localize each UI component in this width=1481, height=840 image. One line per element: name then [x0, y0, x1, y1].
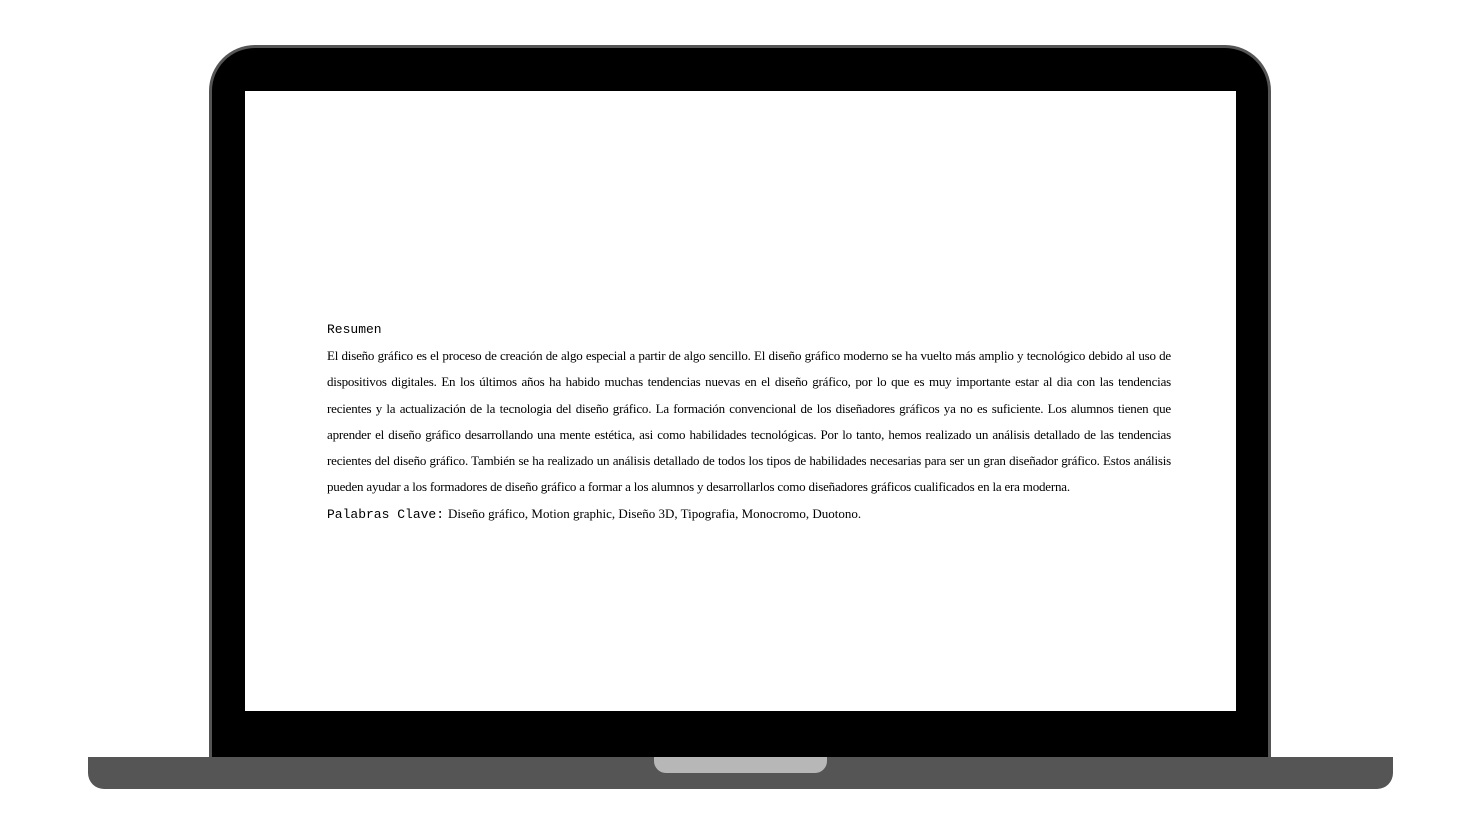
document-content — [327, 321, 1171, 528]
abstract-paragraph: El diseño gráfico es el proceso de creación de algo especial a partir de algo sencillo. El diseño gráfico moderno se ha vuelto más amplio y tecnológico debido al uso de dispositivos digitales. En los últimos años ha habido muchas tendencias nuevas en el diseño gráfico, por lo que es muy importante estar al dia con las tendencias recientes y la actualización de la tecnologia del diseño gráfico. La formación convencional de los diseñadores gráficos ya no es suficiente. Los alumnos tienen que aprender el diseño gráfico desarrollando una mente estética, asi como habilidades tecnológicas. Por lo tanto, hemos realizado un análisis detallado de las tendencias recientes del diseño gráfico. También se ha realizado un análisis detallado de todos los tipos de habilidades necesarias para ser un gran diseñador gráfico. Estos análisis pueden ayudar a los formadores de diseño gráfico a formar a los alumnos y desarrollarlos como diseñadores gráficos cualificados en la era moderna. — [327, 348, 1171, 495]
keywords-line — [327, 501, 1171, 528]
laptop-notch — [654, 757, 827, 773]
abstract-heading: Resumen — [327, 322, 382, 337]
laptop-screen — [245, 91, 1236, 711]
keywords-text: Diseño gráfico, Motion graphic, Diseño 3D, Tipografia, Monocromo, Duotono. — [448, 505, 862, 521]
keywords-label: Palabras Clave: — [327, 506, 445, 522]
